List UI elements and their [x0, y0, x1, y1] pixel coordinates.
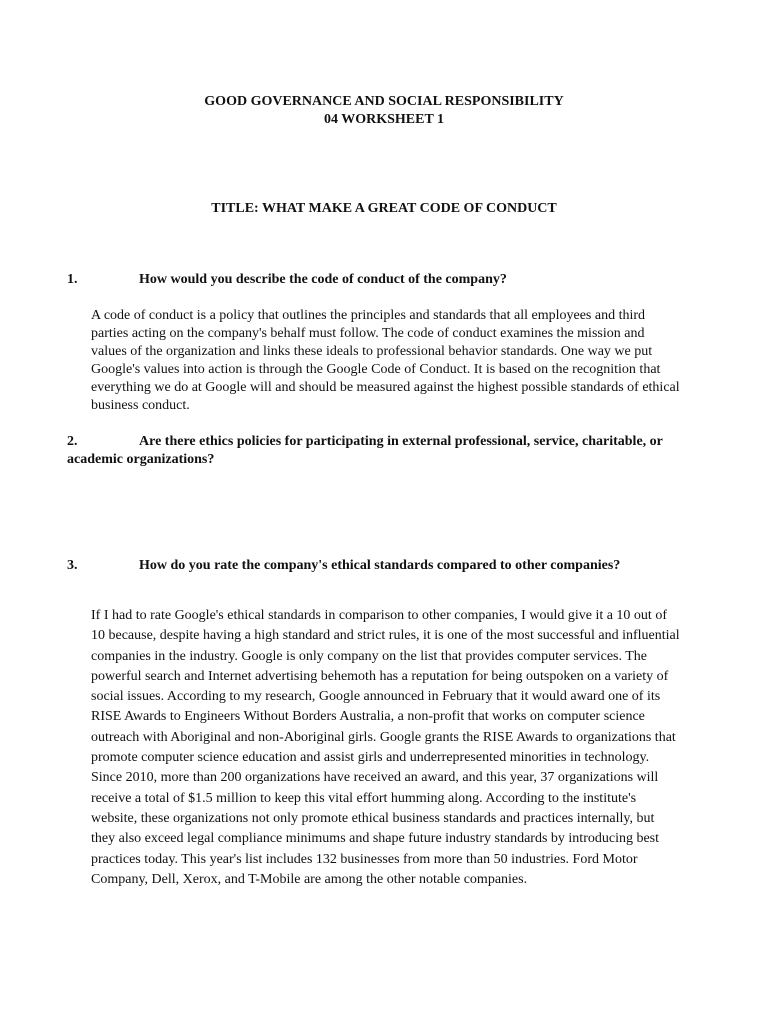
question-1-text: How would you describe the code of conduct of the company?: [139, 272, 507, 287]
question-1-answer: A code of conduct is a policy that outlines the principles and standards that all employees and third parties acting on the company's behalf must follow. The code of conduct examines the mission and values of the organization and links these ideals to professional behavior standards. One way we put Google's values into action is through the Google Code of Conduct. It is based on the recognition that everything we do at Google will and should be measured against the highest possible standards of ethical business conduct.: [91, 308, 680, 413]
question-1-number: 1.: [67, 272, 78, 287]
question-2-text: Are there ethics policies for participating in external professional, service, charitable, or academic organizations?: [67, 434, 663, 467]
course-heading: GOOD GOVERNANCE AND SOCIAL RESPONSIBILITY: [204, 94, 564, 109]
document-title: TITLE: WHAT MAKE A GREAT CODE OF CONDUCT: [211, 201, 557, 216]
question-3-answer: If I had to rate Google's ethical standards in comparison to other companies, I would give it a 10 out of 10 because, despite having a high standard and strict rules, it is one of the most successful and influential companies in the industry. Google is only company on the list that provides computer services. The powerful search and Internet advertising behemoth has a reputation for being outspoken on a variety of social issues. According to my research, Google announced in February that it would award one of its RISE Awards to Engineers Without Borders Australia, a non-profit that works on computer science outreach with Aboriginal and non-Aboriginal girls. Google grants the RISE Awards to organizations that promote computer science education and assist girls and underrepresented minorities in technology. Since 2010, more than 200 organizations have received an award, and this year, 37 organizations will receive a total of $1.5 million to keep this vital effort humming along. According to the institute's website, these organizations not only promote ethical business standards and practices internally, but they also exceed legal compliance minimums and shape future industry standards by introducing best practices today. This year's list includes 132 businesses from more than 50 industries. Ford Motor Company, Dell, Xerox, and T-Mobile are among the other notable companies.: [91, 608, 680, 887]
question-3-text: How do you rate the company's ethical standards compared to other companies?: [139, 558, 621, 573]
worksheet-heading: 04 WORKSHEET 1: [323, 112, 445, 127]
question-3-number: 3.: [67, 558, 78, 573]
question-2-number: 2.: [67, 434, 78, 449]
